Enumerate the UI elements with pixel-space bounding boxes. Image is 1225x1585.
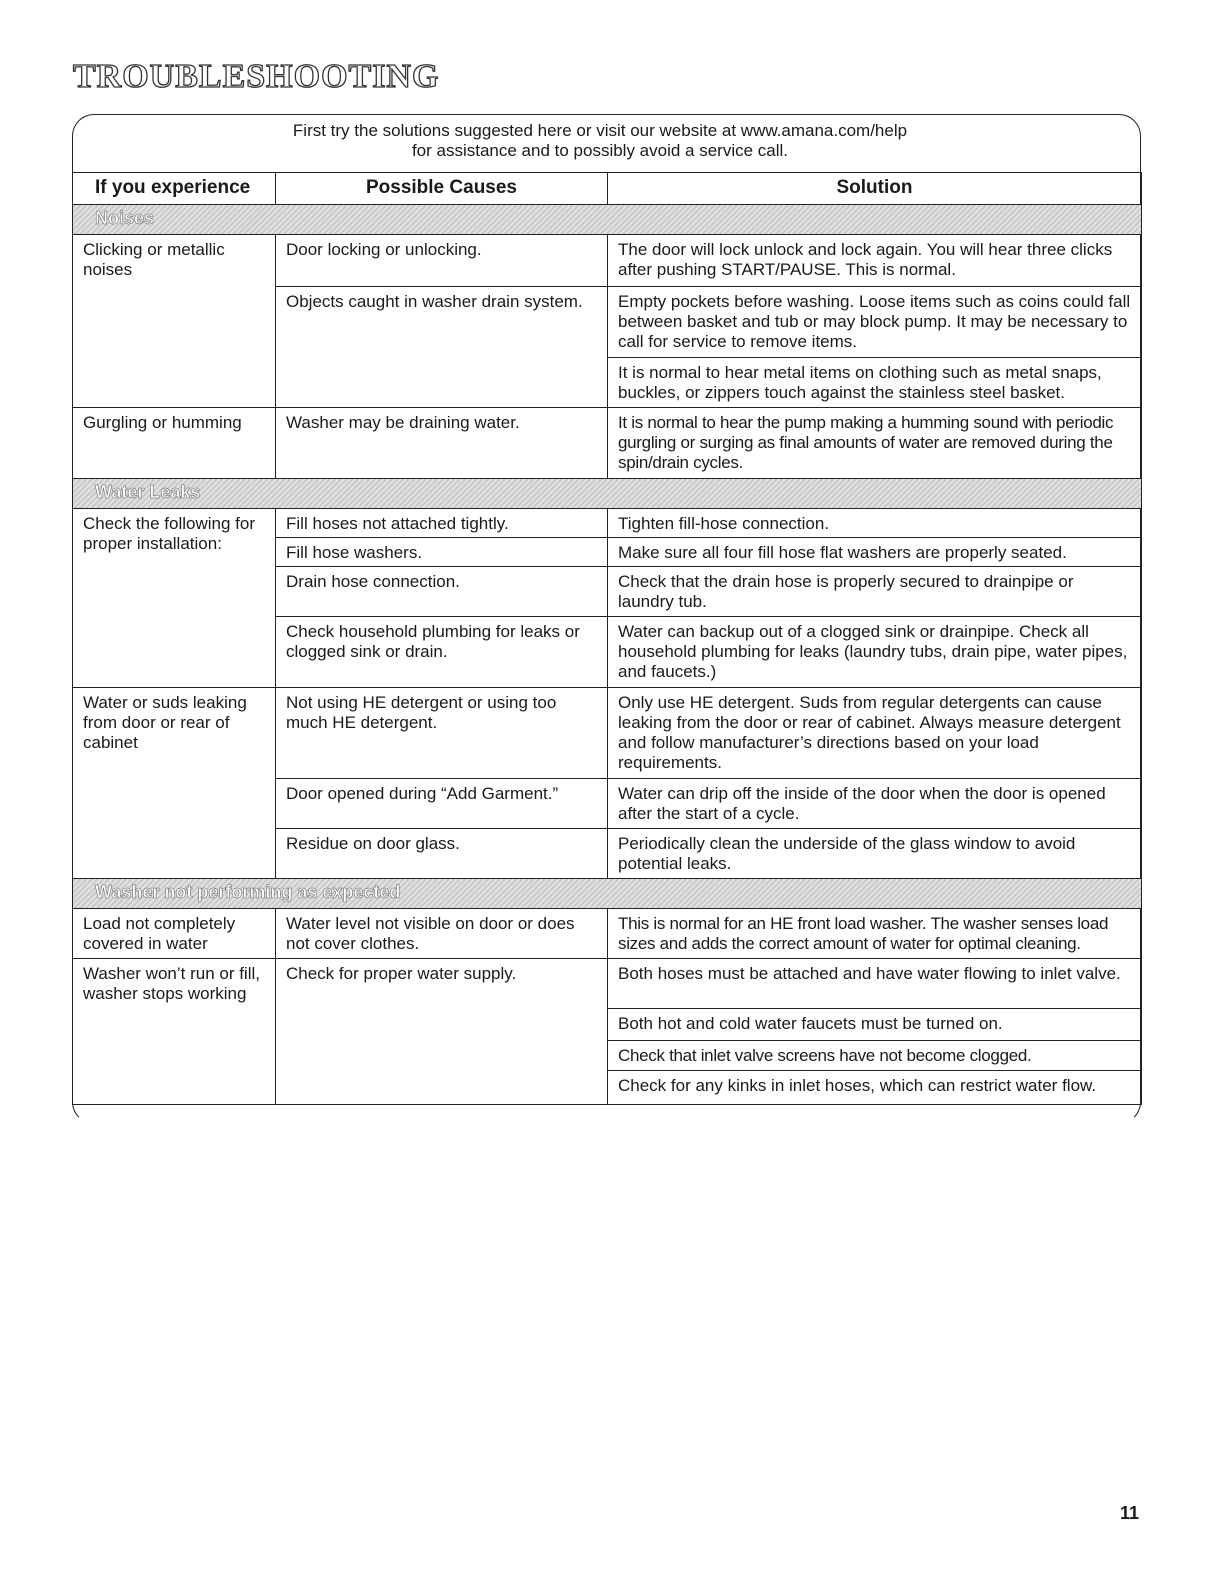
table-row	[73, 959, 1142, 1009]
section-row	[73, 205, 1142, 235]
experience-cell: Clicking or metallic noises	[73, 235, 276, 408]
header-causes: Possible Causes	[276, 173, 608, 205]
solution-cell: Empty pockets before washing. Loose items such as coins could fall between basket and tub or may block pump. It may be necessary to call for service to remove items.	[608, 287, 1142, 358]
table-row	[73, 235, 1142, 287]
solution-cell: Check that the drain hose is properly secured to drainpipe or laundry tub.	[608, 567, 1142, 617]
solution-cell: Check that inlet valve screens have not become clogged.	[608, 1041, 1142, 1071]
intro-text	[200, 121, 1000, 161]
solution-cell: Water can backup out of a clogged sink or drainpipe. Check all household plumbing for leaks (laundry tubs, drain pipe, water pipes, and faucets.)	[608, 617, 1142, 688]
cause-cell: Water level not visible on door or does not cover clothes.	[276, 909, 608, 959]
table-row	[73, 909, 1142, 959]
experience-cell: Water or suds leaking from door or rear of cabinet	[73, 688, 276, 879]
section-noises: Noises	[73, 205, 1142, 235]
section-row	[73, 479, 1142, 509]
section-row	[73, 879, 1142, 909]
cause-cell: Door locking or unlocking.	[276, 235, 608, 287]
cause-cell: Fill hoses not attached tightly.	[276, 509, 608, 538]
troubleshooting-table	[72, 172, 1142, 1105]
solution-cell: Make sure all four fill hose flat washers are properly seated.	[608, 538, 1142, 567]
cause-cell: Door opened during “Add Garment.”	[276, 779, 608, 829]
cause-cell: Objects caught in washer drain system.	[276, 287, 608, 408]
experience-cell: Load not completely covered in water	[73, 909, 276, 959]
cause-cell: Check household plumbing for leaks or clogged sink or drain.	[276, 617, 608, 688]
page-number: 11	[1120, 1503, 1140, 1523]
solution-cell: Periodically clean the underside of the glass window to avoid potential leaks.	[608, 829, 1142, 879]
table-row	[73, 509, 1142, 538]
solution-cell: Both hot and cold water faucets must be turned on.	[608, 1009, 1142, 1041]
solution-cell: It is normal to hear the pump making a humming sound with periodic gurgling or surging as final amounts of water are removed during the spin/drain cycles.	[608, 408, 1142, 479]
cause-cell: Drain hose connection.	[276, 567, 608, 617]
solution-cell: Check for any kinks in inlet hoses, which can restrict water flow.	[608, 1071, 1142, 1105]
cause-cell: Not using HE detergent or using too much HE detergent.	[276, 688, 608, 779]
page-title: TROUBLESHOOTING	[73, 58, 440, 95]
header-experience: If you experience	[73, 173, 276, 205]
experience-cell: Check the following for proper installation:	[73, 509, 276, 688]
solution-cell: The door will lock unlock and lock again. You will hear three clicks after pushing START/PAUSE. This is normal.	[608, 235, 1142, 287]
experience-cell: Washer won’t run or fill, washer stops working	[73, 959, 276, 1105]
cause-cell: Check for proper water supply.	[276, 959, 608, 1105]
solution-cell: Tighten fill-hose connection.	[608, 509, 1142, 538]
cause-cell: Residue on door glass.	[276, 829, 608, 879]
table-row	[73, 408, 1142, 479]
table-row	[73, 688, 1142, 779]
section-water-leaks: Water Leaks	[73, 479, 1142, 509]
header-row	[73, 173, 1142, 205]
cause-cell: Fill hose washers.	[276, 538, 608, 567]
solution-cell: Both hoses must be attached and have water flowing to inlet valve.	[608, 959, 1142, 1009]
solution-cell: Only use HE detergent. Suds from regular detergents can cause leaking from the door or rear of cabinet. Always measure detergent and follow manufacturer’s directions based on your load requirements.	[608, 688, 1142, 779]
header-solution: Solution	[608, 173, 1142, 205]
section-performance: Washer not performing as expected	[73, 879, 1142, 909]
solution-cell: This is normal for an HE front load washer. The washer senses load sizes and adds the correct amount of water for optimal cleaning.	[608, 909, 1142, 959]
solution-cell: It is normal to hear metal items on clothing such as metal snaps, buckles, or zippers touch against the stainless steel basket.	[608, 358, 1142, 408]
solution-cell: Water can drip off the inside of the door when the door is opened after the start of a cycle.	[608, 779, 1142, 829]
intro-line-2: for assistance and to possibly avoid a service call.	[411, 141, 789, 160]
experience-cell: Gurgling or humming	[73, 408, 276, 479]
intro-line-1: First try the solutions suggested here or visit our website at www.amana.com/help	[292, 121, 908, 140]
cause-cell: Washer may be draining water.	[276, 408, 608, 479]
